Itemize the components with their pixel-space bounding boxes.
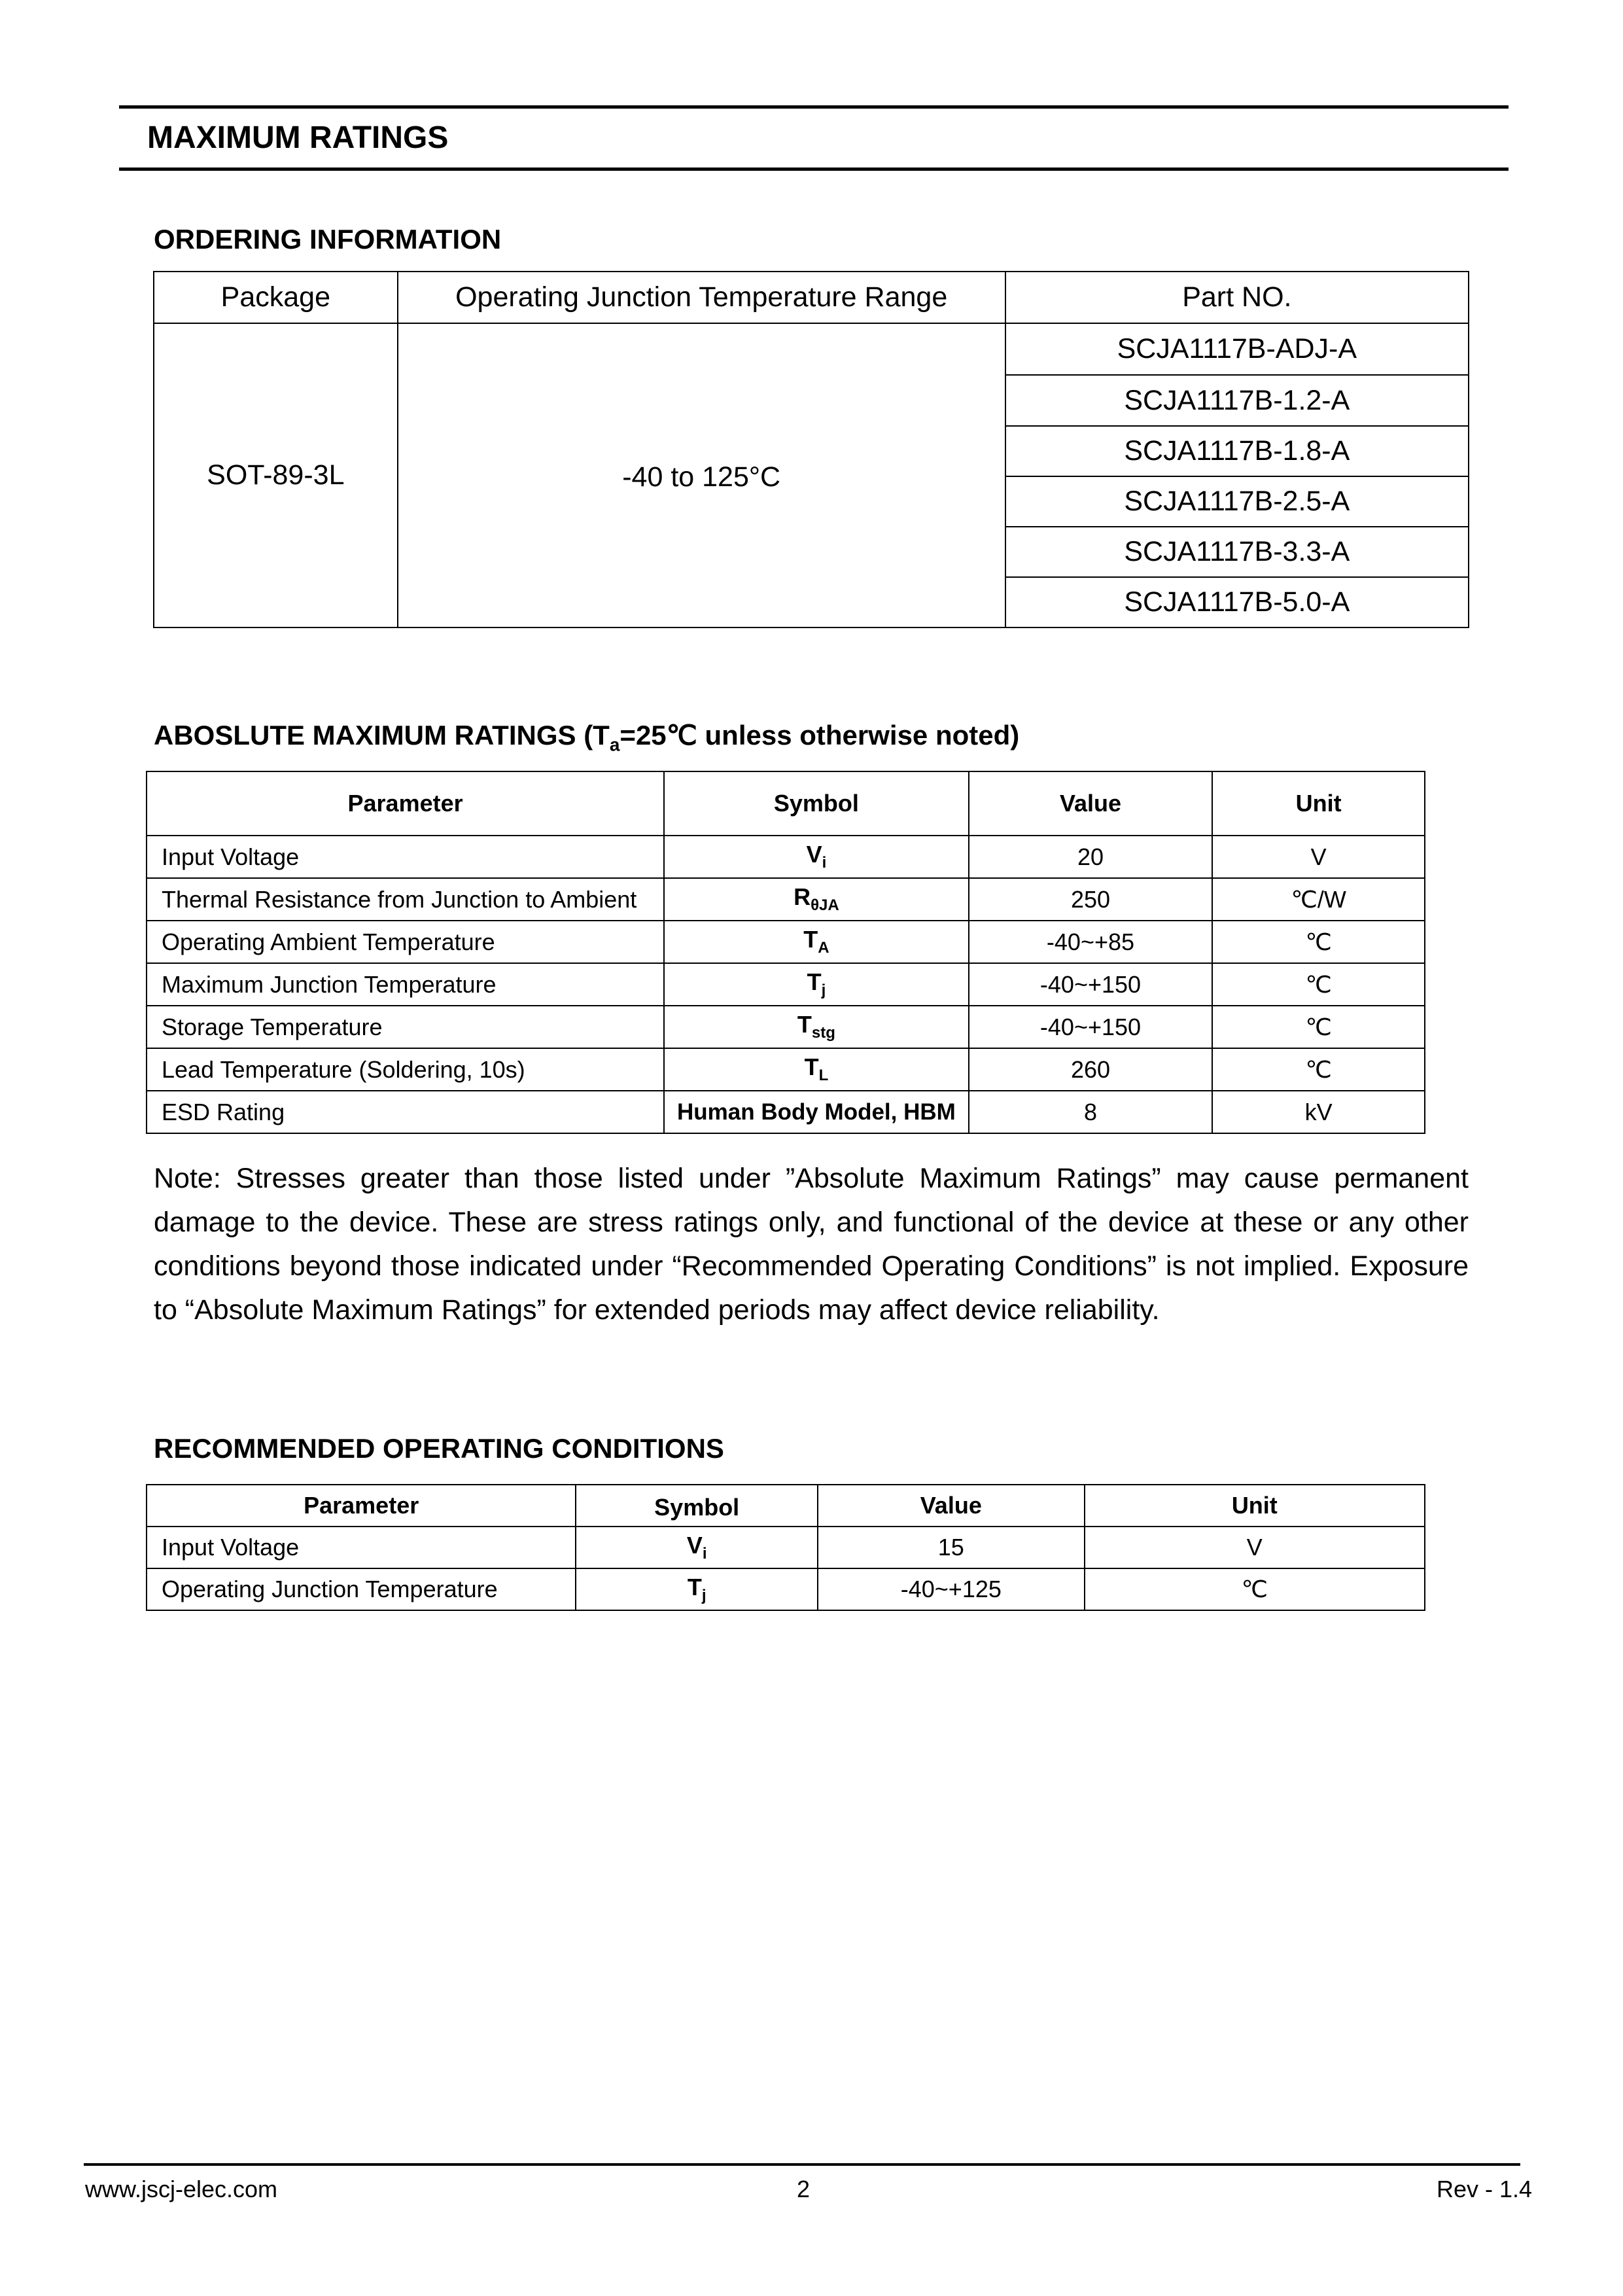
- abs-max-table: [146, 771, 1425, 1134]
- recommended-heading: RECOMMENDED OPERATING CONDITIONS: [154, 1433, 724, 1464]
- symbol-cell: [664, 1006, 969, 1048]
- value-cell: -40~+85: [969, 921, 1213, 963]
- symbol-cell: [576, 1568, 818, 1610]
- value-cell: 8: [969, 1091, 1213, 1133]
- abs-max-heading-sub: a: [609, 734, 620, 755]
- unit-cell: ℃: [1212, 963, 1425, 1006]
- unit-cell: ℃: [1212, 1006, 1425, 1048]
- unit-cell: ℃/W: [1212, 878, 1425, 921]
- ordering-part-cell: SCJA1117B-ADJ-A: [1005, 323, 1469, 375]
- symbol-cell: [664, 921, 969, 963]
- abs-max-header-unit: Unit: [1212, 771, 1425, 836]
- symbol-cell: [664, 1091, 969, 1133]
- value-cell: -40~+150: [969, 1006, 1213, 1048]
- footer-revision: Rev - 1.4: [1437, 2176, 1533, 2202]
- value-cell: 15: [818, 1527, 1085, 1568]
- abs-max-heading: [154, 719, 1019, 755]
- symbol-sub: j: [701, 1587, 707, 1605]
- ordering-heading: ORDERING INFORMATION: [154, 224, 502, 255]
- unit-cell: ℃: [1085, 1568, 1425, 1610]
- symbol-sub: i: [702, 1545, 707, 1563]
- symbol-main: T: [807, 968, 822, 996]
- table-row: [147, 963, 1425, 1006]
- param-cell: Thermal Resistance from Junction to Ambient: [147, 878, 664, 921]
- symbol-main: T: [797, 1011, 812, 1038]
- abs-max-header-symbol: Symbol: [664, 771, 969, 836]
- value-cell: 260: [969, 1048, 1213, 1091]
- table-row: [147, 1527, 1425, 1568]
- recommended-header-unit: Unit: [1085, 1485, 1425, 1527]
- table-row: [147, 878, 1425, 921]
- table-row: [147, 1568, 1425, 1610]
- footer-page-number: 2: [797, 2176, 811, 2202]
- value-cell: 20: [969, 836, 1213, 878]
- page-title: MAXIMUM RATINGS: [147, 120, 449, 155]
- ordering-part-cell: SCJA1117B-3.3-A: [1005, 527, 1469, 577]
- symbol-main: V: [686, 1531, 703, 1559]
- footer-rule: [84, 2163, 1520, 2166]
- ordering-temp-range-cell: -40 to 125°C: [398, 323, 1005, 627]
- unit-cell: ℃: [1212, 921, 1425, 963]
- symbol-main: T: [803, 926, 818, 953]
- unit-cell: ℃: [1212, 1048, 1425, 1091]
- symbol-main: T: [804, 1053, 819, 1081]
- symbol-main: T: [687, 1573, 702, 1600]
- recommended-table: [146, 1484, 1425, 1611]
- symbol-cell: [664, 1048, 969, 1091]
- table-row: [147, 1091, 1425, 1133]
- param-cell: Input Voltage: [147, 836, 664, 878]
- symbol-cell: [576, 1527, 818, 1568]
- table-row: [147, 1006, 1425, 1048]
- symbol-sub: A: [818, 939, 829, 957]
- table-row: [147, 1048, 1425, 1091]
- ordering-part-cell: SCJA1117B-2.5-A: [1005, 476, 1469, 527]
- symbol-sub: L: [818, 1067, 829, 1085]
- recommended-header-parameter: Parameter: [147, 1485, 576, 1527]
- abs-max-header-parameter: Parameter: [147, 771, 664, 836]
- symbol-cell: [664, 836, 969, 878]
- symbol-sub: stg: [811, 1024, 835, 1042]
- value-cell: -40~+150: [969, 963, 1213, 1006]
- unit-cell: V: [1212, 836, 1425, 878]
- stress-note: Note: Stresses greater than those listed under ”Absolute Maximum Ratings” may cause permanent damage to the device. These are stress ratings only, and functional of the device at these or any other conditions beyond those indicated under “Recommended Operating Conditions” is not implied. Exposure to “Absolute Maximum Ratings” for extended periods may affect device reliability.: [154, 1163, 1469, 1326]
- ordering-header-part-no: Part NO.: [1005, 272, 1469, 323]
- param-cell: Storage Temperature: [147, 1006, 664, 1048]
- ordering-package-cell: SOT-89-3L: [154, 323, 398, 627]
- recommended-header-symbol: Symbol: [576, 1485, 818, 1527]
- footer-website: www.jscj-elec.com: [85, 2176, 278, 2202]
- value-cell: -40~+125: [818, 1568, 1085, 1610]
- symbol-cell: [664, 878, 969, 921]
- ordering-header-temp-range: Operating Junction Temperature Range: [398, 272, 1005, 323]
- param-cell: Operating Ambient Temperature: [147, 921, 664, 963]
- abs-max-header-value: Value: [969, 771, 1213, 836]
- header-bottom-rule: [119, 168, 1509, 171]
- param-cell: Lead Temperature (Soldering, 10s): [147, 1048, 664, 1091]
- table-row: [147, 921, 1425, 963]
- recommended-header-value: Value: [818, 1485, 1085, 1527]
- header-top-rule: [119, 105, 1509, 109]
- ordering-header-package: Package: [154, 272, 398, 323]
- symbol-cell: [664, 963, 969, 1006]
- table-row: [147, 836, 1425, 878]
- ordering-table: [153, 271, 1469, 628]
- param-cell: ESD Rating: [147, 1091, 664, 1133]
- abs-max-heading-pre: ABOSLUTE MAXIMUM RATINGS (T: [154, 720, 610, 751]
- symbol-main: R: [794, 883, 811, 911]
- ordering-part-cell: SCJA1117B-5.0-A: [1005, 577, 1469, 627]
- param-cell: Operating Junction Temperature: [147, 1568, 576, 1610]
- unit-cell: kV: [1212, 1091, 1425, 1133]
- abs-max-heading-post: =25℃ unless otherwise noted): [620, 720, 1020, 751]
- symbol-main: V: [806, 841, 822, 868]
- symbol-sub: θJA: [811, 896, 839, 915]
- param-cell: Maximum Junction Temperature: [147, 963, 664, 1006]
- ordering-part-cell: SCJA1117B-1.8-A: [1005, 426, 1469, 476]
- value-cell: 250: [969, 878, 1213, 921]
- param-cell: Input Voltage: [147, 1527, 576, 1568]
- symbol-sub: j: [821, 981, 826, 1000]
- unit-cell: V: [1085, 1527, 1425, 1568]
- symbol-sub: i: [822, 854, 827, 872]
- ordering-part-cell: SCJA1117B-1.2-A: [1005, 375, 1469, 426]
- symbol-main: Human Body Model, HBM: [676, 1099, 956, 1125]
